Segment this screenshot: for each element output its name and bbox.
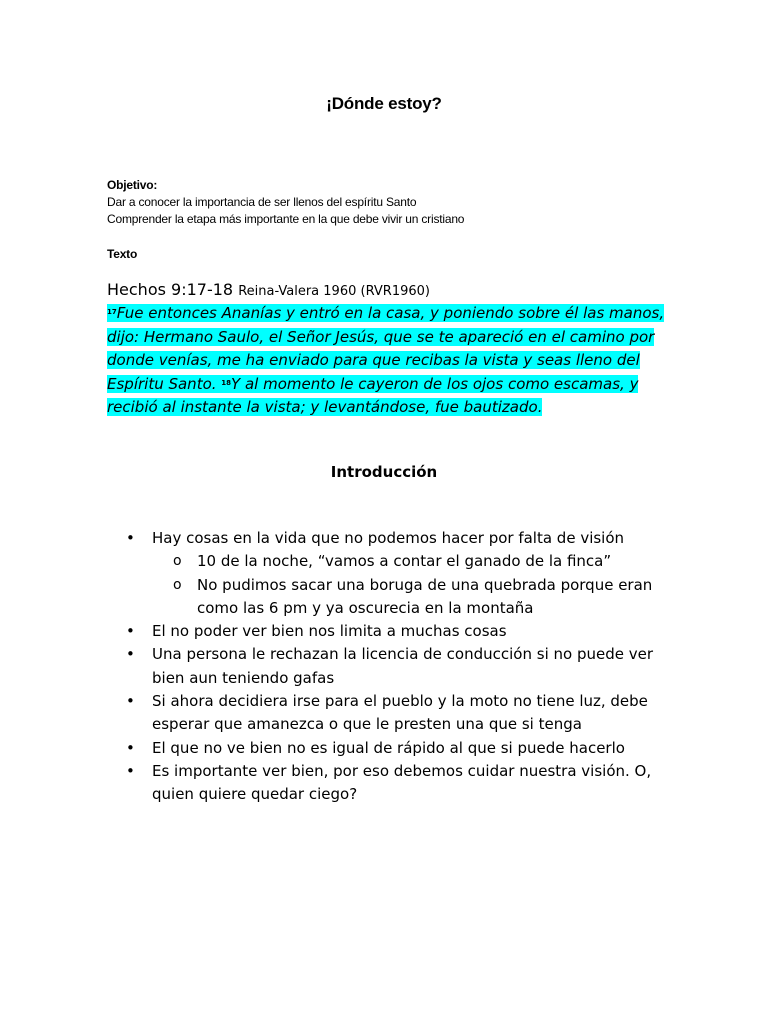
list-item-text: Una persona le rechazan la licencia de conducción si no puede ver bien aun teniendo gafas	[152, 645, 653, 687]
list-item-text: No pudimos sacar una boruga de una quebrada porque eran como las 6 pm y ya oscurecia en la montaña	[197, 575, 653, 617]
introduction-heading: Introducción	[330, 463, 438, 481]
scripture-reference	[107, 280, 430, 299]
sub-bullet-marker: o	[173, 576, 182, 593]
list-item-text: El no poder ver bien nos limita a muchas cosas	[152, 622, 507, 641]
introduction-list	[107, 527, 667, 807]
list-item	[107, 760, 667, 807]
list-item-text: Si ahora decidiera irse para el pueblo y la moto no tiene luz, debe esperar que amanezca o que le presten una que si tenga	[152, 692, 648, 734]
objective-line: Comprender la etapa más importante en la que debe vivir un cristiano	[107, 212, 465, 226]
bullet-marker: •	[126, 692, 135, 711]
list-item	[107, 643, 667, 690]
list-item-text: 10 de la noche, “vamos a contar el ganado de la finca”	[197, 552, 612, 571]
verse-number: 18	[221, 378, 232, 387]
verse-text: Y al momento le cayeron de los ojos como escamas, y recibió al instante la vista; y levantándose, fue bautizado.	[107, 374, 639, 416]
verse-number: 17	[107, 308, 117, 316]
bible-version: Reina-Valera 1960 (RVR1960)	[238, 284, 430, 299]
bullet-marker: •	[126, 622, 135, 641]
highlighted-verse	[107, 304, 664, 416]
scripture-passage	[107, 302, 667, 420]
list-item	[107, 690, 667, 737]
text-label: Texto	[107, 247, 138, 261]
list-item-text: El que no ve bien no es igual de rápido al que si puede hacerlo	[152, 738, 625, 757]
list-item-text: Hay cosas en la vida que no podemos hacer por falta de visión	[152, 529, 625, 547]
bullet-marker: •	[126, 738, 135, 757]
reference-citation: Hechos 9:17-18	[107, 280, 234, 299]
bullet-marker: •	[126, 529, 135, 547]
objective-line: Dar a conocer la importancia de ser llenos del espíritu Santo	[107, 195, 417, 209]
objective-section	[107, 177, 464, 228]
bullet-marker: •	[126, 761, 135, 780]
list-item	[107, 620, 667, 643]
sub-bullet-marker: o	[173, 553, 182, 570]
bullet-marker: •	[126, 645, 135, 664]
sub-list-item	[107, 574, 667, 621]
page-title: ¡Dónde estoy?	[326, 94, 442, 113]
sub-list-item	[107, 550, 667, 573]
list-item-text: Es importante ver bien, por eso debemos cuidar nuestra visión. O, quien quiere quedar ciego?	[152, 761, 652, 804]
list-item	[107, 527, 667, 550]
list-item	[107, 737, 667, 760]
verse-text: Fue entonces Ananías y entró en la casa, y poniendo sobre él las manos, dijo: Hermano Saulo, el Señor Jesús, que se te apareció en el camino por donde venías, me ha enviado para que recibas la vista y seas lleno del Espíritu Santo.	[107, 304, 665, 393]
objective-label: Objetivo:	[107, 178, 158, 192]
